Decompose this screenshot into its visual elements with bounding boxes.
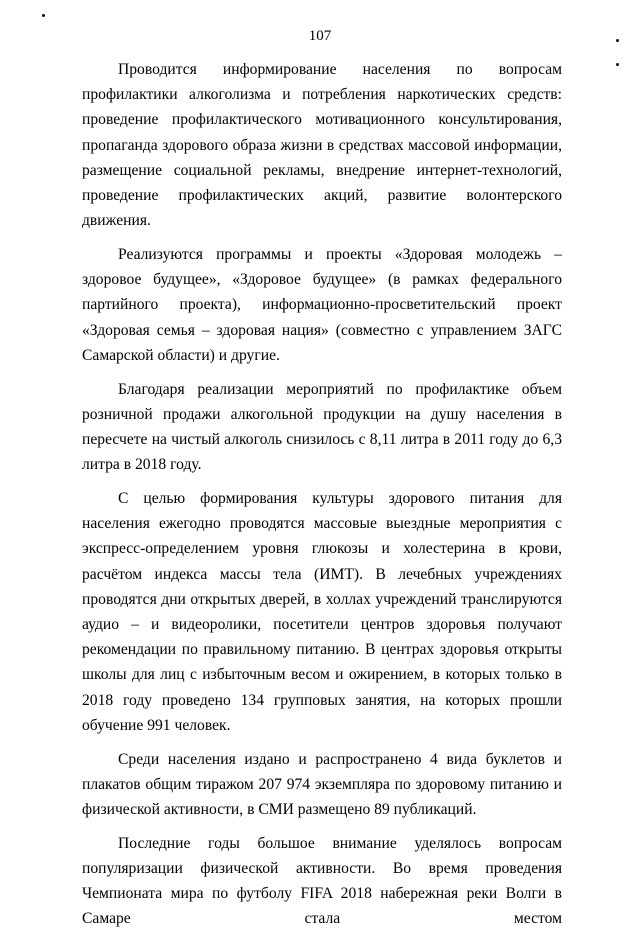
- paragraph-1: Проводится информирование населения по вопросам профилактики алкоголизма и потребления наркотических средств: проведение профилактического мотивационного консультирования, пропаганда здорового образа жизни в средствах массовой информации, размещение социальной рекламы, внедрение интернет-технологий, проведение профилактических акций, развитие волонтерского движения.: [82, 61, 562, 230]
- paragraph-5: Среди населения издано и распространено 4 вида буклетов и плакатов общим тиражом 207 974 экземпляра по здоровому питанию и физической активности, в СМИ размещено 89 публикаций.: [82, 750, 562, 819]
- body-text: [82, 57, 562, 940]
- paragraph-4: С целью формирования культуры здорового питания для населения ежегодно проводятся массовые выездные мероприятия с экспресс-определением уровня глюкозы и холестерина в крови, расчётом индекса массы тела (ИМТ). В лечебных учреждениях проводятся дни открытых дверей, в холлах учреждений транслируются аудио – и видеоролики, посетители центров здоровья получают рекомендации по правильному питанию. В центрах здоровья открыты школы для лиц с избыточным весом и ожирением, в которых только в 2018 году проведено 134 групповых занятия, на которых прошли обучение 991 человек.: [82, 490, 562, 734]
- scan-speck: [616, 63, 619, 66]
- paragraph-3: Благодаря реализации мероприятий по профилактике объем розничной продажи алкогольной продукции на душу населения в пересчете на чистый алкоголь снизилось с 8,11 литра в 2011 году до 6,3 литра в 2018 году.: [82, 380, 562, 474]
- paragraph-6: Последние годы большое внимание уделялось вопросам популяризации физической активности. Во время проведения Чемпионата мира по футболу FIFA 2018 набережная реки Волги в Самаре стала местом: [82, 834, 562, 928]
- scan-speck: [42, 14, 45, 17]
- paragraph-2: Реализуются программы и проекты «Здоровая молодежь – здоровое будущее», «Здоровое будущее» (в рамках федерального партийного проекта), информационно-просветительский проект «Здоровая семья – здоровая нация» (совместно с управлением ЗАГС Самарской области) и другие.: [82, 246, 562, 364]
- page-number: 107: [308, 28, 332, 44]
